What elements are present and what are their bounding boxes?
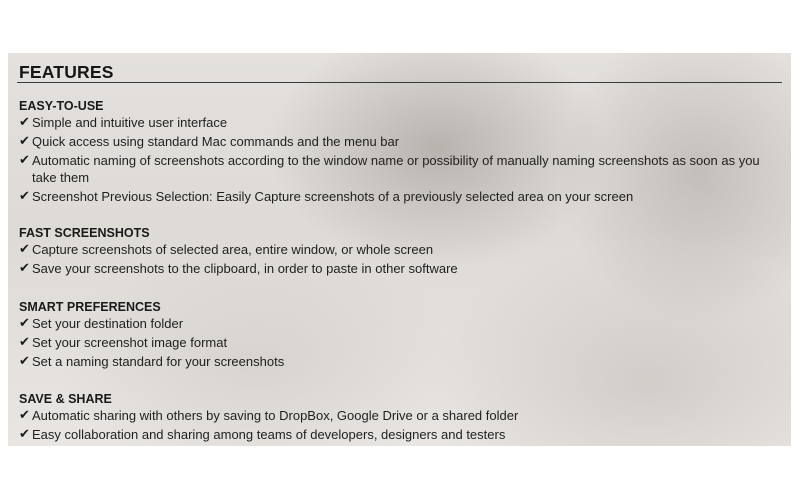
feature-item (19, 315, 784, 332)
checkmark-icon: ✔ (19, 335, 30, 350)
feature-item (19, 114, 784, 131)
checkmark-icon: ✔ (19, 242, 30, 257)
feature-list (19, 241, 784, 277)
feature-text: Capture screenshots of selected area, entire window, or whole screen (32, 242, 434, 257)
section-smart-preferences (19, 299, 784, 372)
section-heading: EASY-TO-USE (19, 99, 104, 113)
title-divider (17, 82, 782, 83)
features-panel (8, 53, 791, 446)
feature-item (19, 426, 784, 443)
section-heading: SMART PREFERENCES (19, 300, 161, 314)
checkmark-icon: ✔ (19, 408, 30, 423)
feature-item (19, 133, 784, 150)
feature-list (19, 114, 784, 205)
section-fast-screenshots (19, 225, 784, 279)
feature-list (19, 407, 784, 443)
feature-list (19, 315, 784, 370)
feature-item (19, 241, 784, 258)
feature-text: Automatic naming of screenshots according to the window name or possibility of manually naming screenshots as soon as you take them (32, 153, 760, 185)
feature-text: Save your screenshots to the clipboard, in order to paste in other software (32, 261, 458, 276)
feature-item (19, 152, 784, 186)
section-save-share (19, 391, 784, 445)
page-title: FEATURES (19, 62, 114, 82)
checkmark-icon: ✔ (19, 115, 30, 130)
feature-text: Automatic sharing with others by saving to DropBox, Google Drive or a shared folder (32, 408, 519, 423)
feature-text: Easy collaboration and sharing among teams of developers, designers and testers (32, 427, 506, 442)
feature-item (19, 334, 784, 351)
feature-text: Set a naming standard for your screenshots (32, 354, 285, 369)
checkmark-icon: ✔ (19, 427, 30, 442)
feature-item (19, 188, 784, 205)
feature-text: Set your screenshot image format (32, 335, 228, 350)
checkmark-icon: ✔ (19, 134, 30, 149)
feature-item (19, 353, 784, 370)
checkmark-icon: ✔ (19, 354, 30, 369)
feature-item (19, 260, 784, 277)
section-heading: FAST SCREENSHOTS (19, 226, 150, 240)
feature-text: Set your destination folder (32, 316, 184, 331)
checkmark-icon: ✔ (19, 261, 30, 276)
checkmark-icon: ✔ (19, 189, 30, 204)
checkmark-icon: ✔ (19, 153, 30, 168)
section-easy-to-use (19, 98, 784, 207)
section-heading: SAVE & SHARE (19, 392, 112, 406)
feature-text: Simple and intuitive user interface (32, 115, 228, 130)
checkmark-icon: ✔ (19, 316, 30, 331)
feature-text: Screenshot Previous Selection: Easily Capture screenshots of a previously selected area on your screen (32, 189, 634, 204)
feature-text: Quick access using standard Mac commands and the menu bar (32, 134, 400, 149)
feature-item (19, 407, 784, 424)
